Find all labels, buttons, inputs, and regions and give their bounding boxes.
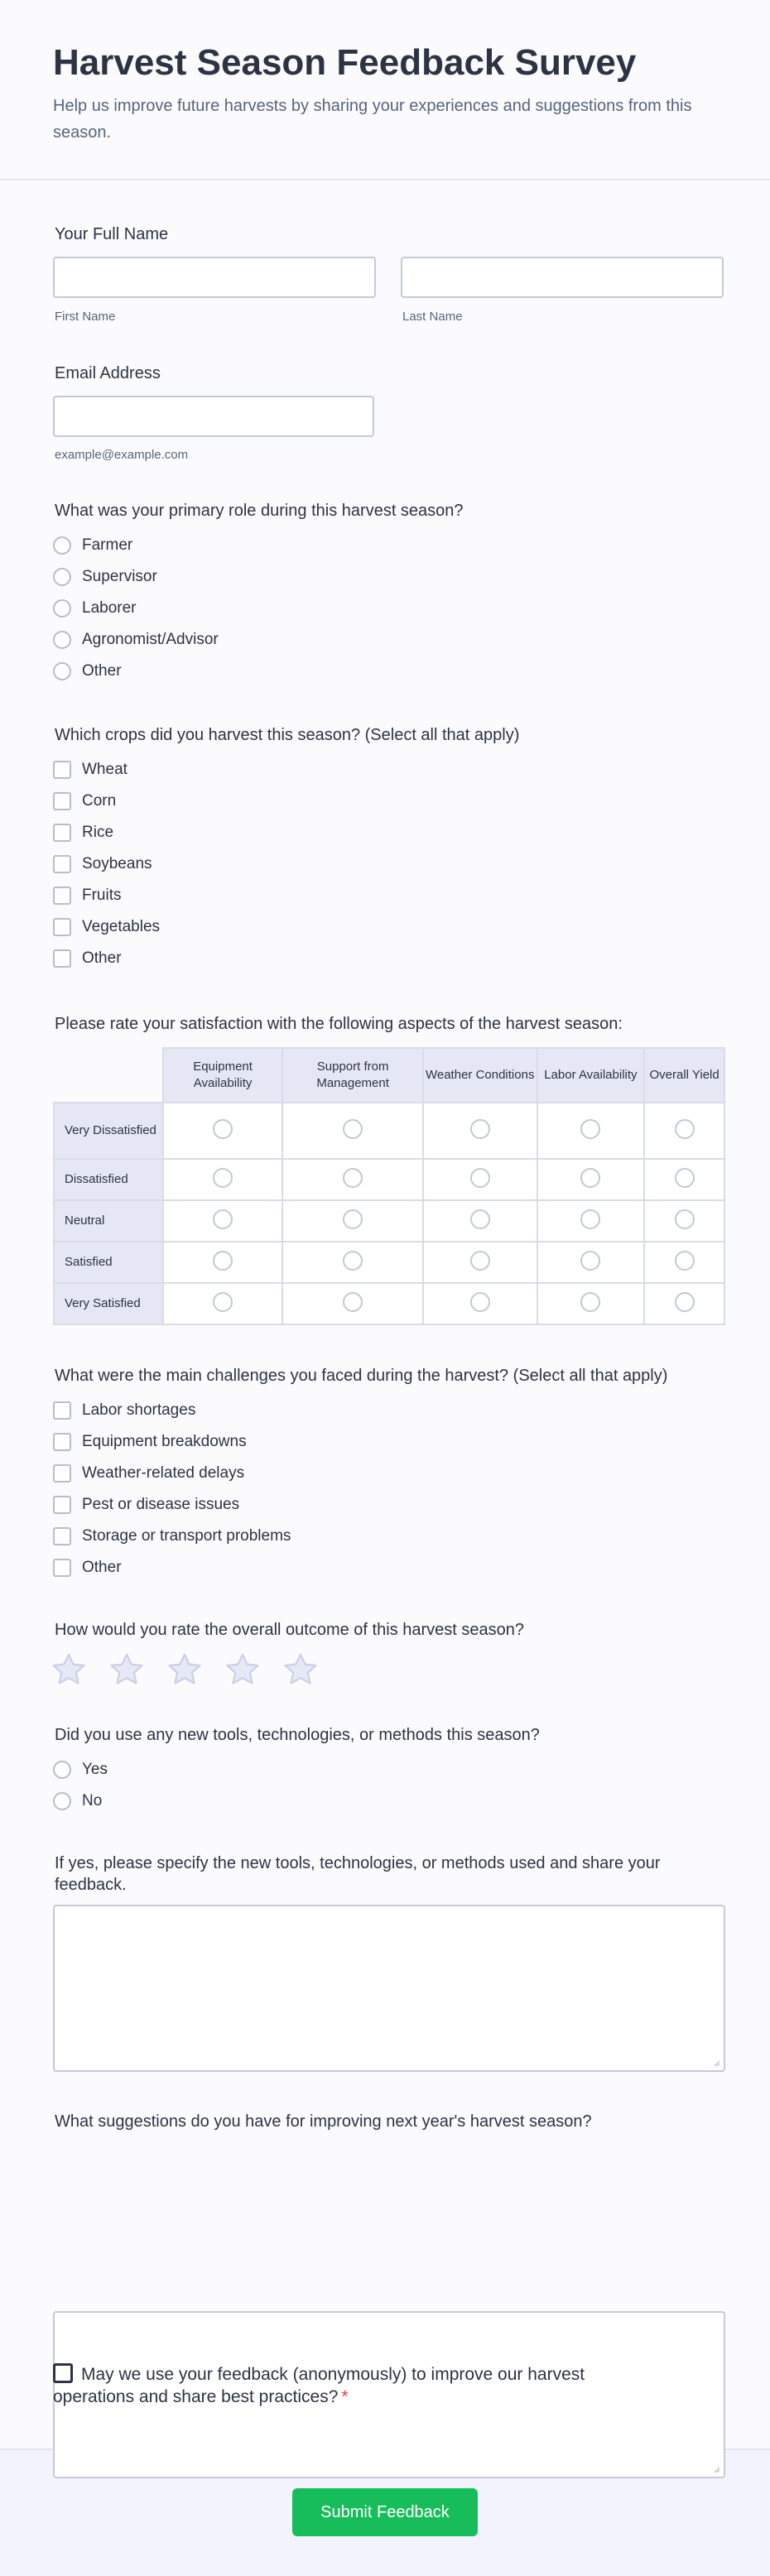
radio-button[interactable] bbox=[53, 568, 71, 586]
matrix-row-header: Very Satisfied bbox=[54, 1283, 163, 1324]
radio-button[interactable] bbox=[53, 536, 71, 555]
matrix-radio[interactable] bbox=[343, 1251, 363, 1271]
page-subtitle: Help us improve future harvests by sharing your experiences and suggestions from this season. bbox=[53, 97, 692, 142]
challenges-question-label: What were the main challenges you faced during the harvest? (Select all that apply) bbox=[55, 1367, 668, 1385]
matrix-row-header: Satisfied bbox=[54, 1242, 163, 1283]
matrix-column-header: Support from Management bbox=[282, 1048, 423, 1103]
required-asterisk: * bbox=[341, 2387, 349, 2406]
email-label: Email Address bbox=[55, 364, 161, 382]
submit-button[interactable]: Submit Feedback bbox=[292, 2488, 478, 2536]
matrix-radio[interactable] bbox=[213, 1292, 233, 1312]
matrix-radio[interactable] bbox=[580, 1119, 600, 1139]
radio-button[interactable] bbox=[53, 662, 71, 680]
matrix-radio[interactable] bbox=[213, 1119, 233, 1139]
role-option-farmer[interactable]: Farmer bbox=[53, 530, 219, 561]
radio-button[interactable] bbox=[53, 631, 71, 649]
crops-question-label: Which crops did you harvest this season? (Select all that apply) bbox=[55, 726, 520, 744]
matrix-radio[interactable] bbox=[675, 1251, 695, 1271]
checkbox[interactable] bbox=[53, 1464, 71, 1483]
new-tools-options bbox=[53, 1754, 108, 1817]
survey-form bbox=[0, 180, 770, 2450]
radio-button[interactable] bbox=[53, 599, 71, 618]
resize-grip-icon[interactable] bbox=[712, 2465, 720, 2473]
consent-label: May we use your feedback (anonymously) to improve our harvest operations and share best practices? bbox=[53, 2365, 585, 2406]
star-icon[interactable] bbox=[224, 1651, 262, 1689]
crop-option-other[interactable]: Other bbox=[53, 943, 160, 974]
role-option-supervisor[interactable]: Supervisor bbox=[53, 561, 219, 593]
first-name-input[interactable] bbox=[53, 257, 376, 298]
checkbox[interactable] bbox=[53, 1559, 71, 1577]
matrix-radio[interactable] bbox=[213, 1251, 233, 1271]
checkbox[interactable] bbox=[53, 761, 71, 779]
star-icon[interactable] bbox=[108, 1651, 146, 1689]
radio-button[interactable] bbox=[53, 1792, 71, 1810]
checkbox[interactable] bbox=[53, 792, 71, 810]
matrix-radio[interactable] bbox=[343, 1119, 363, 1139]
consent-field bbox=[53, 2363, 624, 2408]
matrix-column-header: Labor Availability bbox=[537, 1048, 645, 1103]
email-sublabel: example@example.com bbox=[55, 448, 189, 462]
matrix-radio[interactable] bbox=[675, 1168, 695, 1188]
new-tools-option-yes[interactable]: Yes bbox=[53, 1754, 108, 1785]
challenge-option-equipment[interactable]: Equipment breakdowns bbox=[53, 1426, 291, 1458]
matrix-row bbox=[54, 1242, 724, 1283]
matrix-radio[interactable] bbox=[213, 1168, 233, 1188]
crop-option-rice[interactable]: Rice bbox=[53, 817, 160, 848]
tools-detail-textarea[interactable] bbox=[53, 1905, 725, 2072]
checkbox[interactable] bbox=[53, 824, 71, 842]
challenges-options bbox=[53, 1395, 291, 1584]
matrix-column-header: Weather Conditions bbox=[423, 1048, 537, 1103]
matrix-radio[interactable] bbox=[213, 1209, 233, 1229]
matrix-radio[interactable] bbox=[580, 1168, 600, 1188]
star-rating bbox=[50, 1651, 320, 1689]
matrix-radio[interactable] bbox=[580, 1292, 600, 1312]
matrix-radio[interactable] bbox=[675, 1119, 695, 1139]
matrix-row bbox=[54, 1200, 724, 1242]
new-tools-question-label: Did you use any new tools, technologies, or methods this season? bbox=[55, 1726, 540, 1744]
crops-options bbox=[53, 754, 160, 974]
checkbox[interactable] bbox=[53, 855, 71, 873]
crop-option-corn[interactable]: Corn bbox=[53, 786, 160, 817]
challenge-option-pest[interactable]: Pest or disease issues bbox=[53, 1489, 291, 1521]
checkbox[interactable] bbox=[53, 1433, 71, 1451]
matrix-radio[interactable] bbox=[580, 1209, 600, 1229]
challenge-option-storage[interactable]: Storage or transport problems bbox=[53, 1521, 291, 1552]
matrix-question-label: Please rate your satisfaction with the following aspects of the harvest season: bbox=[55, 1015, 623, 1033]
last-name-sublabel: Last Name bbox=[402, 310, 463, 324]
matrix-radio[interactable] bbox=[470, 1209, 490, 1229]
role-option-laborer[interactable]: Laborer bbox=[53, 593, 219, 624]
star-icon[interactable] bbox=[50, 1651, 88, 1689]
radio-button[interactable] bbox=[53, 1761, 71, 1779]
star-icon[interactable] bbox=[282, 1651, 320, 1689]
tools-detail-label: If yes, please specify the new tools, technologies, or methods used and share your feedback. bbox=[55, 1854, 661, 1894]
crop-option-fruits[interactable]: Fruits bbox=[53, 880, 160, 911]
matrix-row-header: Neutral bbox=[54, 1200, 163, 1242]
star-icon[interactable] bbox=[166, 1651, 204, 1689]
crop-option-wheat[interactable]: Wheat bbox=[53, 754, 160, 786]
resize-grip-icon[interactable] bbox=[712, 2059, 720, 2067]
matrix-radio[interactable] bbox=[470, 1168, 490, 1188]
challenge-option-weather[interactable]: Weather-related delays bbox=[53, 1458, 291, 1489]
first-name-sublabel: First Name bbox=[55, 310, 116, 324]
suggestions-label: What suggestions do you have for improving next year's harvest season? bbox=[55, 2112, 592, 2131]
matrix-corner bbox=[54, 1048, 163, 1103]
matrix-radio[interactable] bbox=[470, 1119, 490, 1139]
form-header bbox=[0, 0, 770, 180]
matrix-radio[interactable] bbox=[675, 1209, 695, 1229]
matrix-row bbox=[54, 1103, 724, 1159]
role-option-agronomist[interactable]: Agronomist/Advisor bbox=[53, 624, 219, 656]
matrix-radio[interactable] bbox=[470, 1251, 490, 1271]
matrix-row bbox=[54, 1283, 724, 1324]
role-options bbox=[53, 530, 219, 687]
rating-question-label: How would you rate the overall outcome of this harvest season? bbox=[55, 1621, 524, 1639]
satisfaction-matrix bbox=[53, 1047, 725, 1325]
matrix-radio[interactable] bbox=[343, 1168, 363, 1188]
full-name-label: Your Full Name bbox=[55, 225, 169, 243]
matrix-row-header: Dissatisfied bbox=[54, 1159, 163, 1200]
checkbox[interactable] bbox=[53, 1527, 71, 1545]
email-input[interactable] bbox=[53, 396, 374, 437]
crop-option-vegetables[interactable]: Vegetables bbox=[53, 911, 160, 943]
matrix-row-header: Very Dissatisfied bbox=[54, 1103, 163, 1159]
crop-option-soybeans[interactable]: Soybeans bbox=[53, 848, 160, 880]
checkbox[interactable] bbox=[53, 1496, 71, 1514]
last-name-input[interactable] bbox=[401, 257, 724, 298]
challenge-option-other[interactable]: Other bbox=[53, 1552, 291, 1584]
role-option-other[interactable]: Other bbox=[53, 656, 219, 687]
new-tools-option-no[interactable]: No bbox=[53, 1785, 108, 1817]
matrix-header-row bbox=[54, 1048, 724, 1103]
checkbox[interactable] bbox=[53, 1401, 71, 1420]
matrix-radio[interactable] bbox=[580, 1251, 600, 1271]
matrix-row bbox=[54, 1159, 724, 1200]
matrix-column-header: Overall Yield bbox=[644, 1048, 724, 1103]
consent-checkbox[interactable] bbox=[53, 2363, 73, 2383]
matrix-radio[interactable] bbox=[675, 1292, 695, 1312]
matrix-radio[interactable] bbox=[470, 1292, 490, 1312]
page-title: Harvest Season Feedback Survey bbox=[53, 42, 637, 83]
matrix-column-header: Equipment Availability bbox=[163, 1048, 283, 1103]
checkbox[interactable] bbox=[53, 887, 71, 905]
challenge-option-labor[interactable]: Labor shortages bbox=[53, 1395, 291, 1426]
checkbox[interactable] bbox=[53, 918, 71, 936]
matrix-radio[interactable] bbox=[343, 1292, 363, 1312]
checkbox[interactable] bbox=[53, 949, 71, 968]
matrix-radio[interactable] bbox=[343, 1209, 363, 1229]
role-question-label: What was your primary role during this harvest season? bbox=[55, 502, 464, 520]
